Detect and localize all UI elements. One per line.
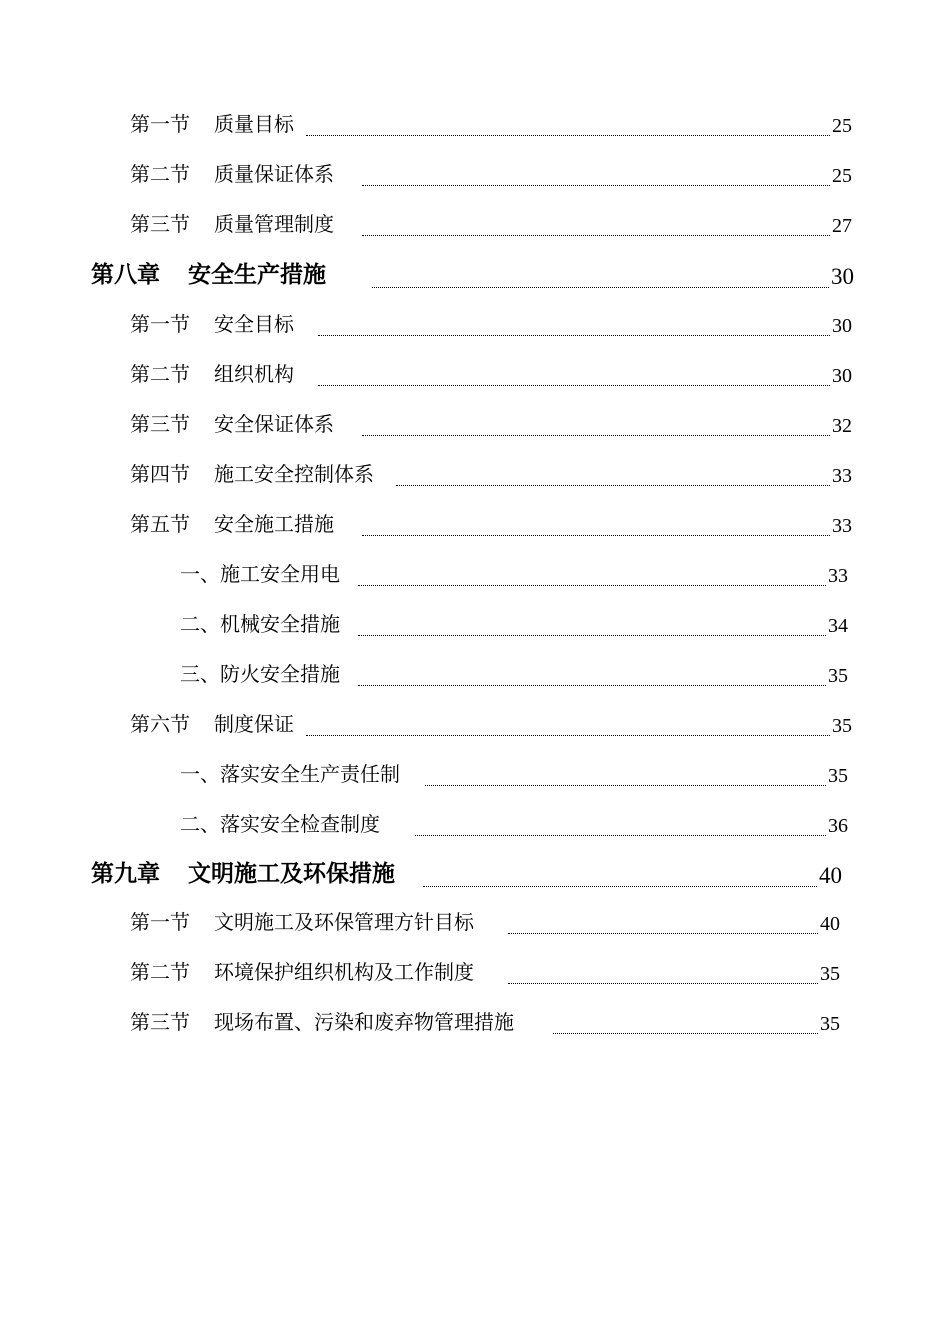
toc-page-number: 40 — [819, 863, 842, 888]
toc-section-row[interactable] — [130, 308, 856, 338]
dot-leader — [415, 835, 826, 836]
dot-leader — [425, 785, 826, 786]
toc-entry-label — [130, 960, 474, 984]
dot-leader — [318, 385, 830, 386]
toc-entry-number: 第三节 — [130, 1010, 190, 1034]
toc-entry-title: 文明施工及环保措施 — [188, 860, 395, 887]
toc-entry-number: 第八章 — [91, 261, 160, 288]
dot-leader — [358, 685, 826, 686]
dot-leader — [358, 585, 826, 586]
toc-entry-title: 施工安全用电 — [220, 562, 340, 586]
toc-entry-number: 第六节 — [130, 712, 190, 736]
toc-item-row[interactable] — [180, 558, 852, 588]
toc-entry-number: 二、 — [180, 812, 220, 836]
toc-entry-number: 第二节 — [130, 960, 190, 984]
toc-entry-number: 第四节 — [130, 462, 190, 486]
toc-item-row[interactable] — [180, 808, 852, 838]
toc-page-number: 34 — [828, 615, 848, 637]
toc-page-number: 25 — [832, 165, 852, 187]
toc-entry-title: 质量保证体系 — [214, 162, 334, 186]
toc-entry-title: 安全保证体系 — [214, 412, 334, 436]
toc-page-number: 30 — [832, 315, 852, 337]
toc-entry-number: 一、 — [180, 562, 220, 586]
toc-page-number: 35 — [828, 665, 848, 687]
toc-entry-title: 安全施工措施 — [214, 512, 334, 536]
toc-item-row[interactable] — [180, 658, 852, 688]
dot-leader — [358, 635, 826, 636]
toc-page-number: 32 — [832, 415, 852, 437]
dot-leader — [508, 933, 818, 934]
toc-entry-label — [180, 662, 340, 686]
toc-entry-label — [130, 512, 334, 536]
toc-page-number: 33 — [832, 515, 852, 537]
toc-section-row[interactable] — [130, 158, 856, 188]
toc-section-row[interactable] — [130, 906, 856, 936]
toc-entry-title: 制度保证 — [214, 712, 294, 736]
toc-chapter-row[interactable] — [91, 256, 861, 290]
toc-entry-number: 三、 — [180, 662, 220, 686]
toc-section-row[interactable] — [130, 1006, 856, 1036]
toc-entry-title: 组织机构 — [214, 362, 294, 386]
toc-entry-label — [130, 412, 334, 436]
toc-entry-label — [180, 612, 340, 636]
dot-leader — [306, 735, 830, 736]
toc-section-row[interactable] — [130, 708, 856, 738]
toc-entry-number: 第一节 — [130, 312, 190, 336]
toc-section-row[interactable] — [130, 358, 856, 388]
toc-entry-number: 第一节 — [130, 910, 190, 934]
dot-leader — [306, 135, 830, 136]
toc-page-number: 36 — [828, 815, 848, 837]
toc-entry-label — [130, 162, 334, 186]
toc-section-row[interactable] — [130, 956, 856, 986]
toc-entry-label — [130, 212, 334, 236]
toc-entry-label — [91, 860, 395, 887]
dot-leader — [318, 335, 830, 336]
toc-entry-title: 施工安全控制体系 — [214, 462, 374, 486]
toc-section-row[interactable] — [130, 508, 856, 538]
toc-entry-label — [130, 462, 374, 486]
toc-entry-label — [180, 762, 400, 786]
dot-leader — [423, 886, 817, 887]
dot-leader — [362, 535, 830, 536]
toc-entry-title: 落实安全生产责任制 — [220, 762, 400, 786]
toc-entry-label — [180, 562, 340, 586]
toc-section-row[interactable] — [130, 458, 856, 488]
toc-entry-label — [130, 112, 294, 136]
toc-entry-label — [180, 812, 380, 836]
toc-entry-title: 防火安全措施 — [220, 662, 340, 686]
toc-entry-number: 第三节 — [130, 212, 190, 236]
toc-section-row[interactable] — [130, 208, 856, 238]
toc-entry-number: 第九章 — [91, 860, 160, 887]
toc-entry-label — [130, 1010, 514, 1034]
toc-item-row[interactable] — [180, 608, 852, 638]
toc-page-number: 33 — [832, 465, 852, 487]
dot-leader — [372, 287, 829, 288]
toc-entry-number: 第五节 — [130, 512, 190, 536]
toc-entry-label — [130, 312, 294, 336]
toc-entry-title: 文明施工及环保管理方针目标 — [214, 910, 474, 934]
toc-entry-number: 第二节 — [130, 362, 190, 386]
dot-leader — [508, 983, 818, 984]
toc-entry-title: 质量管理制度 — [214, 212, 334, 236]
toc-entry-number: 一、 — [180, 762, 220, 786]
toc-entry-title: 环境保护组织机构及工作制度 — [214, 960, 474, 984]
dot-leader — [362, 435, 830, 436]
toc-entry-number: 二、 — [180, 612, 220, 636]
toc-chapter-row[interactable] — [91, 855, 861, 889]
dot-leader — [396, 485, 830, 486]
toc-page-number: 33 — [828, 565, 848, 587]
toc-entry-label — [91, 261, 326, 288]
toc-entry-title: 现场布置、污染和废弃物管理措施 — [214, 1010, 514, 1034]
toc-page-number: 35 — [828, 765, 848, 787]
toc-entry-title: 机械安全措施 — [220, 612, 340, 636]
toc-entry-title: 安全目标 — [214, 312, 294, 336]
toc-entry-title: 质量目标 — [214, 112, 294, 136]
toc-entry-title: 安全生产措施 — [188, 261, 326, 288]
dot-leader — [362, 235, 830, 236]
toc-page-number: 40 — [820, 913, 840, 935]
toc-page-number: 30 — [831, 264, 854, 289]
toc-item-row[interactable] — [180, 758, 852, 788]
dot-leader — [553, 1033, 818, 1034]
toc-page-number: 30 — [832, 365, 852, 387]
toc-section-row[interactable] — [130, 108, 856, 138]
toc-entry-number: 第二节 — [130, 162, 190, 186]
toc-section-row[interactable] — [130, 408, 856, 438]
toc-page-number: 35 — [820, 1013, 840, 1035]
toc-page-number: 35 — [820, 963, 840, 985]
toc-entry-label — [130, 910, 474, 934]
toc-entry-label — [130, 712, 294, 736]
toc-entry-number: 第一节 — [130, 112, 190, 136]
toc-entry-number: 第三节 — [130, 412, 190, 436]
toc-entry-label — [130, 362, 294, 386]
toc-page-number: 35 — [832, 715, 852, 737]
dot-leader — [362, 185, 830, 186]
toc-page-number: 25 — [832, 115, 852, 137]
toc-page-number: 27 — [832, 215, 852, 237]
toc-entry-title: 落实安全检查制度 — [220, 812, 380, 836]
